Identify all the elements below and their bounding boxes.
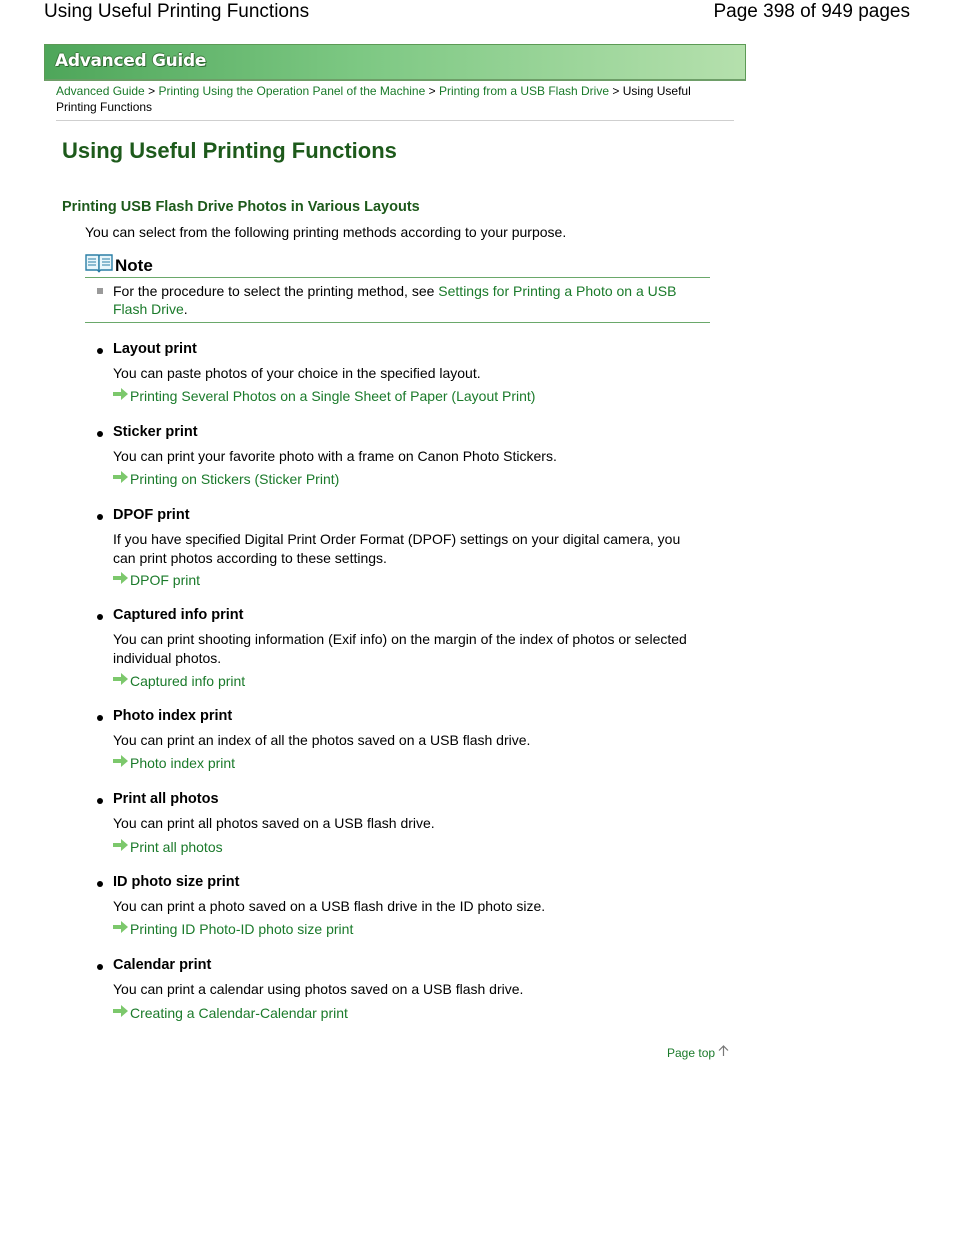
bullet-icon — [97, 798, 103, 804]
bullet-icon — [97, 431, 103, 437]
breadcrumb-link-operation-panel[interactable]: Printing Using the Operation Panel of the Machine — [158, 84, 426, 98]
bullet-icon — [97, 964, 103, 970]
item-title: Layout print — [113, 341, 197, 357]
item-description: You can print a calendar using photos saved on a USB flash drive. — [113, 981, 524, 997]
arrow-right-icon — [113, 387, 128, 405]
page-top-link[interactable]: Page top — [667, 1045, 716, 1060]
arrow-right-icon — [113, 571, 128, 589]
note-body: For the procedure to select the printing method, see — [113, 283, 435, 299]
item-title: Sticker print — [113, 424, 198, 440]
item-link-row — [113, 470, 339, 488]
item-title: Photo index print — [113, 708, 233, 724]
book-icon — [85, 253, 113, 278]
page-top-link-row — [667, 1045, 729, 1060]
item-link-row — [113, 920, 353, 938]
arrow-right-icon — [113, 672, 128, 690]
note-divider-bottom — [85, 322, 710, 323]
item-title: Calendar print — [113, 957, 212, 973]
section-heading: Printing USB Flash Drive Photos in Various Layouts — [62, 199, 420, 215]
arrow-right-icon — [113, 754, 128, 772]
item-title: DPOF print — [113, 507, 190, 523]
banner-label: Advanced Guide — [55, 51, 207, 71]
item-link[interactable]: Printing Several Photos on a Single Sheet of Paper (Layout Print) — [130, 388, 536, 404]
breadcrumb — [56, 83, 726, 115]
note-text — [113, 282, 703, 318]
item-link-row — [113, 672, 245, 690]
item-description: You can print all photos saved on a USB flash drive. — [113, 815, 435, 831]
item-link[interactable]: Print all photos — [130, 839, 223, 855]
bullet-icon — [97, 715, 103, 721]
section-intro: You can select from the following printing methods according to your purpose. — [85, 224, 567, 240]
arrow-right-icon — [113, 470, 128, 488]
arrow-right-icon — [113, 838, 128, 856]
bullet-icon — [97, 881, 103, 887]
note-settings-link[interactable]: Settings for Printing a Photo on a USB Flash Drive — [113, 283, 677, 317]
arrow-up-icon[interactable] — [718, 1045, 729, 1060]
breadcrumb-separator: > — [428, 84, 436, 98]
page-indicator: Page 398 of 949 pages — [713, 1, 910, 22]
note-suffix: . — [183, 301, 188, 317]
item-link-row — [113, 571, 200, 589]
item-link-row — [113, 838, 223, 856]
item-description: You can paste photos of your choice in the specified layout. — [113, 365, 481, 381]
breadcrumb-link-usb-flash-drive[interactable]: Printing from a USB Flash Drive — [438, 84, 610, 98]
item-title: Print all photos — [113, 791, 219, 807]
item-link-row — [113, 387, 535, 405]
bullet-icon — [97, 514, 103, 520]
breadcrumb-separator: > — [612, 84, 620, 98]
note-label: Note — [115, 256, 153, 275]
document-title: Using Useful Printing Functions — [44, 1, 310, 22]
item-link[interactable]: Captured info print — [130, 673, 246, 689]
arrow-right-icon — [113, 1004, 128, 1022]
item-link-row — [113, 754, 235, 772]
note-divider-top — [85, 277, 710, 278]
item-description: You can print shooting information (Exif info) on the margin of the index of photos or selected individual photos. — [113, 631, 687, 666]
item-description: You can print a photo saved on a USB flash drive in the ID photo size. — [113, 898, 546, 914]
item-link[interactable]: Photo index print — [130, 755, 236, 771]
breadcrumb-current: Using Useful Printing Functions — [56, 84, 691, 114]
page-title: Using Useful Printing Functions — [62, 138, 397, 163]
item-description: You can print your favorite photo with a frame on Canon Photo Stickers. — [113, 448, 557, 464]
advanced-guide-banner — [44, 44, 746, 81]
bullet-icon — [97, 614, 103, 620]
bullet-icon — [97, 348, 103, 354]
item-title: Captured info print — [113, 607, 244, 623]
item-link-row — [113, 1004, 348, 1022]
square-bullet-icon — [97, 288, 103, 294]
item-link[interactable]: Creating a Calendar-Calendar print — [130, 1005, 348, 1021]
item-title: ID photo size print — [113, 874, 240, 890]
item-link[interactable]: DPOF print — [130, 572, 201, 588]
breadcrumb-link-advanced-guide[interactable]: Advanced Guide — [56, 84, 145, 98]
item-link[interactable]: Printing on Stickers (Sticker Print) — [130, 471, 340, 487]
arrow-right-icon — [113, 920, 128, 938]
breadcrumb-separator: > — [148, 84, 156, 98]
item-description: If you have specified Digital Print Order Format (DPOF) settings on your digital camera, you can print photos according to these settings. — [113, 531, 681, 566]
breadcrumb-divider — [56, 120, 734, 121]
item-description: You can print an index of all the photos saved on a USB flash drive. — [113, 732, 531, 748]
item-link[interactable]: Printing ID Photo-ID photo size print — [130, 921, 354, 937]
